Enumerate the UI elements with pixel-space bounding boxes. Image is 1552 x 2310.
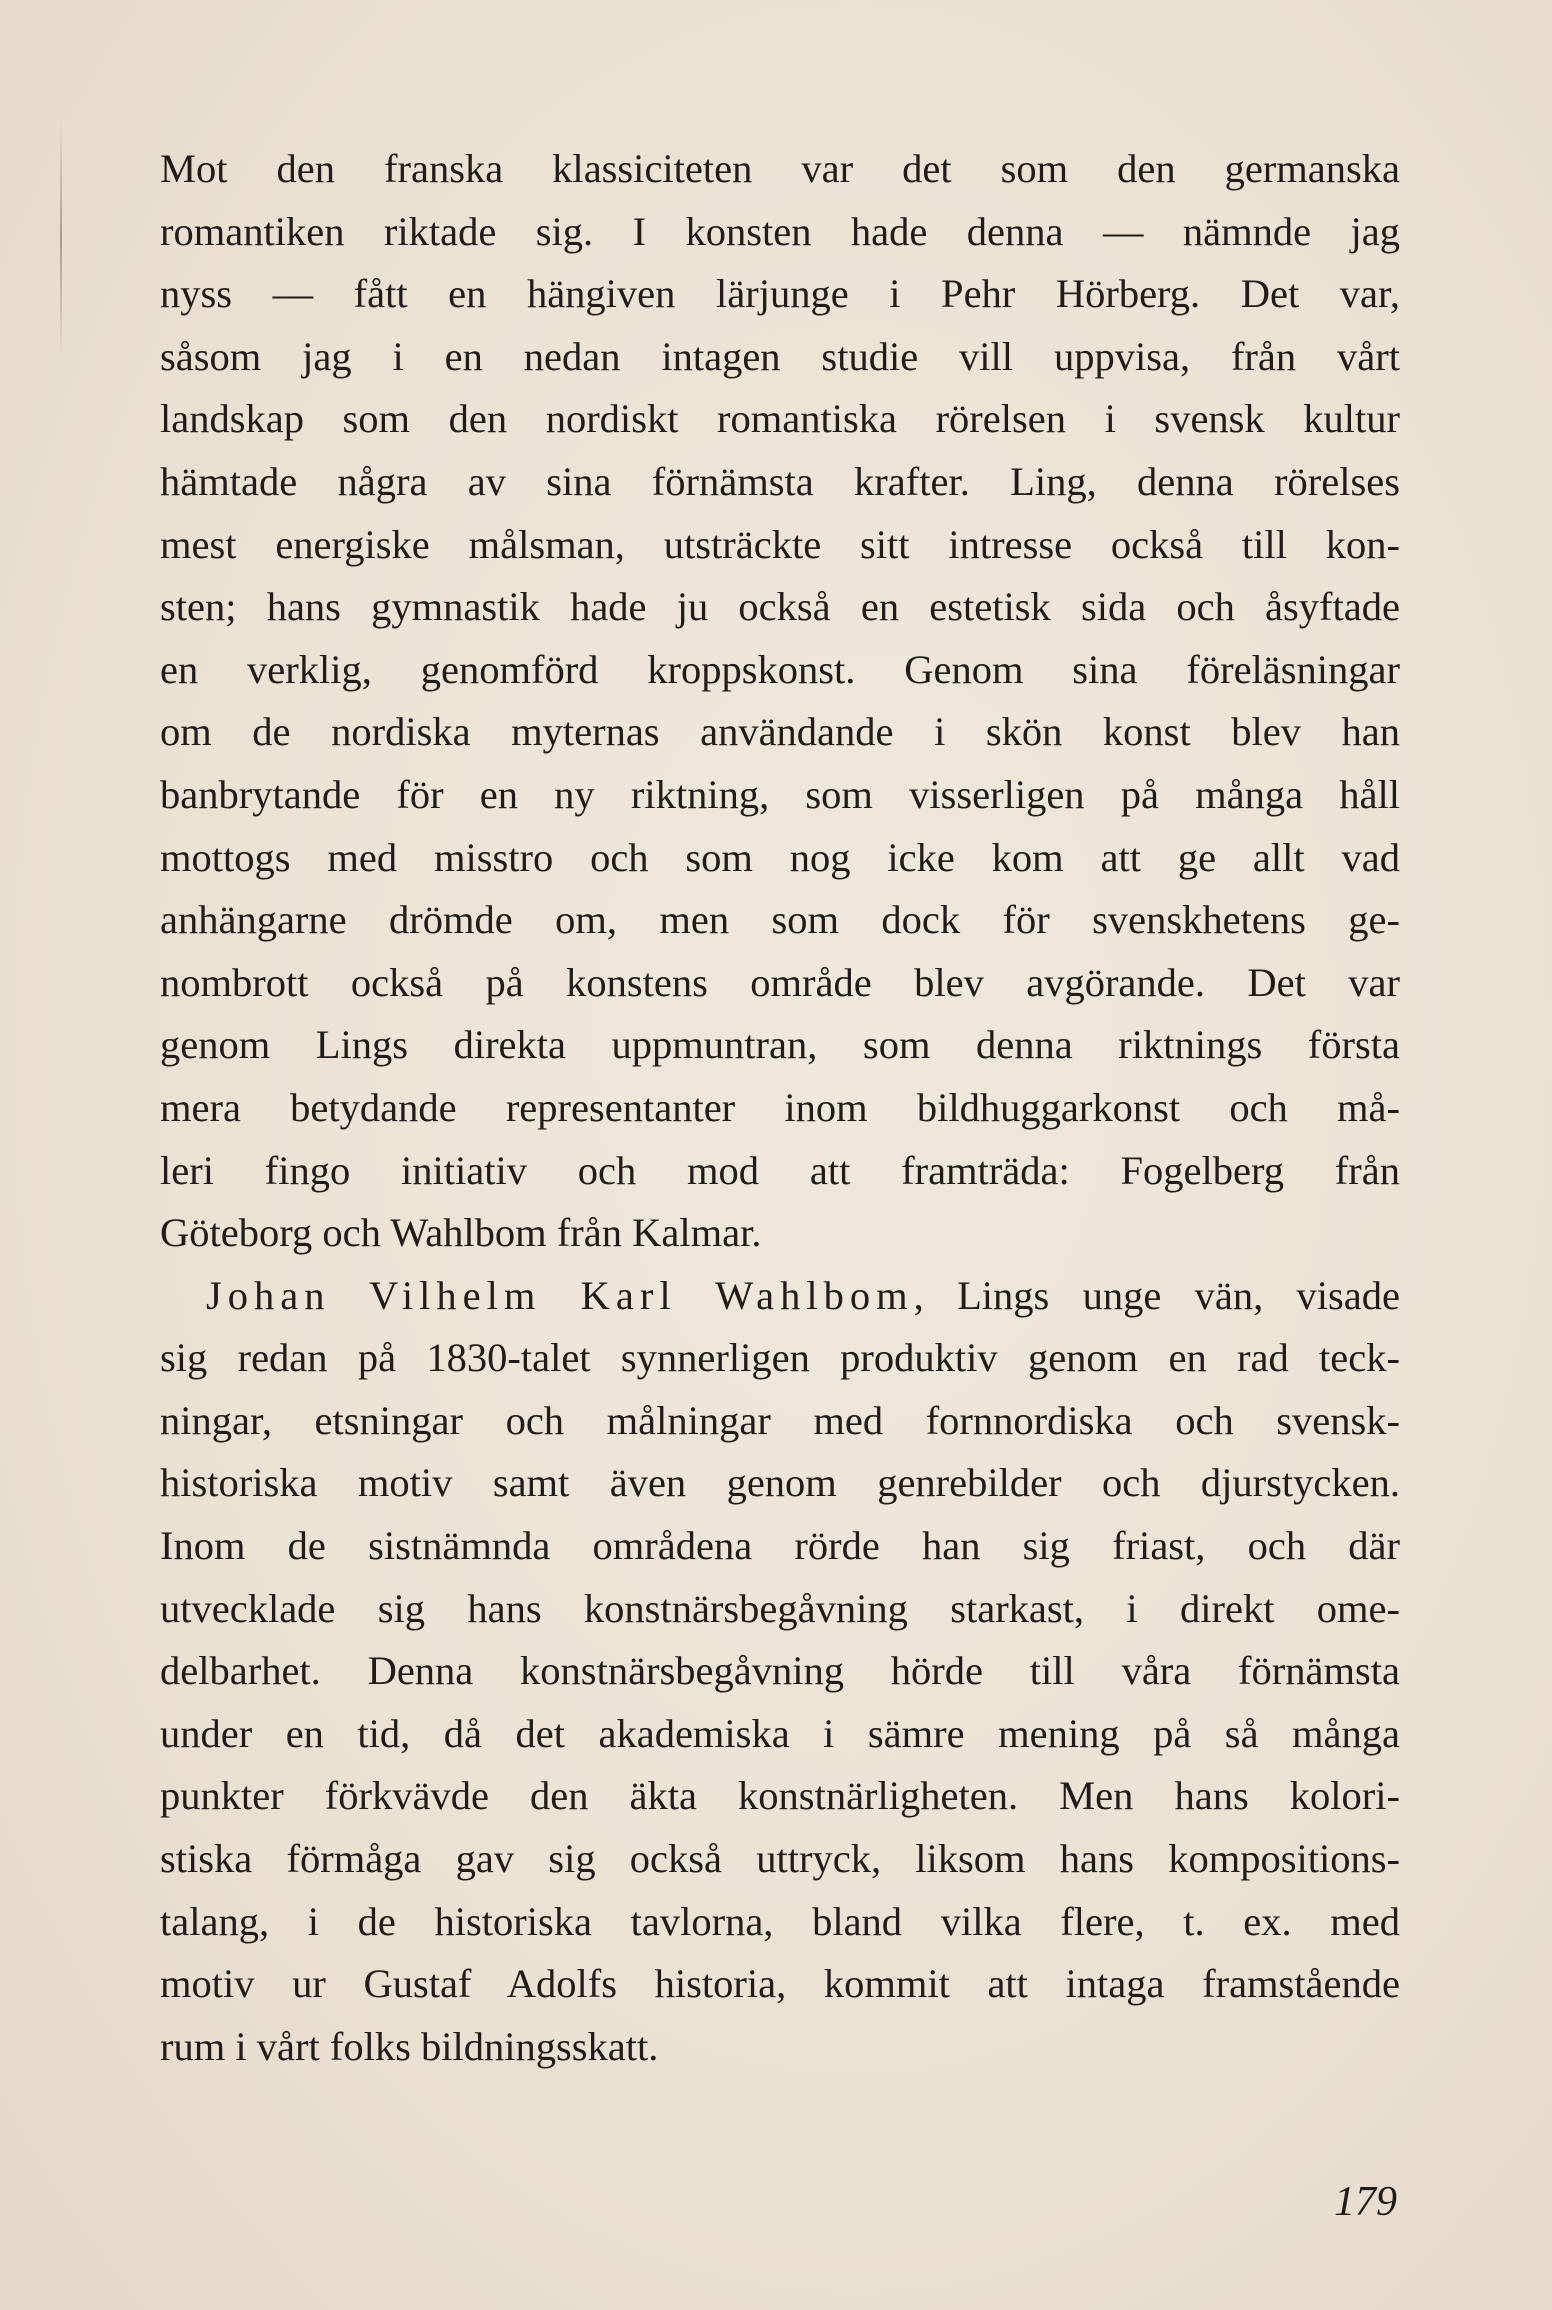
body-text <box>160 138 1400 2078</box>
text-line: om de nordiska myternas användande i skön konst blev han <box>160 709 1400 755</box>
paragraph-2 <box>160 1265 1400 2079</box>
text-line: mera betydande representanter inom bildhuggarkonst och må- <box>160 1084 1400 1130</box>
text-line: Mot den franska klassiciteten var det som den germanska <box>160 146 1400 191</box>
page-number: 179 <box>1334 2179 1397 2225</box>
text-line: under en tid, då det akademiska i sämre mening på så många <box>160 1710 1400 1756</box>
text-line: talang, i de historiska tavlorna, bland vilka flere, t. ex. med <box>160 1898 1400 1944</box>
text-line: såsom jag i en nedan intagen studie vill uppvisa, från vårt <box>160 333 1400 379</box>
text-line: sig redan på 1830-talet synnerligen produktiv genom en rad teck- <box>160 1335 1400 1381</box>
text-line: nombrott också på konstens område blev avgörande. Det var <box>160 959 1400 1005</box>
text-fragment: , Lings unge vän, visade <box>913 1272 1400 1318</box>
text-line: motiv ur Gustaf Adolfs historia, kommit att intaga framstående <box>160 1961 1400 2007</box>
text-line: punkter förkvävde den äkta konstnärligheten. Men hans kolori- <box>160 1773 1400 1819</box>
text-line: banbrytande för en ny riktning, som visserligen på många håll <box>160 771 1400 817</box>
text-line: nyss — fått en hängiven lärjunge i Pehr Hörberg. Det var, <box>160 271 1400 317</box>
text-line: landskap som den nordiskt romantiska rörelsen i svensk kultur <box>160 396 1400 442</box>
text-line: romantiken riktade sig. I konsten hade denna — nämnde jag <box>160 208 1400 254</box>
text-line: en verklig, genomförd kroppskonst. Genom sina föreläsningar <box>160 646 1400 692</box>
text-line: mest energiske målsman, utsträckte sitt intresse också till kon- <box>160 521 1400 567</box>
text-line: historiska motiv samt även genom genrebilder och djurstycken. <box>160 1460 1400 1506</box>
text-line: Göteborg och Wahlbom från Kalmar. <box>160 1210 762 1256</box>
gutter-edge <box>60 120 62 360</box>
text-line: ningar, etsningar och målningar med fornnordiska och svensk- <box>160 1397 1400 1443</box>
text-line: leri fingo initiativ och mod att framträda: Fogelberg från <box>160 1147 1400 1193</box>
text-line: sten; hans gymnastik hade ju också en estetisk sida och åsyftade <box>160 584 1400 630</box>
spaced-name: Johan Vilhelm Karl Wahlbom <box>206 1272 914 1318</box>
text-line: mottogs med misstro och som nog icke kom att ge allt vad <box>160 834 1400 880</box>
text-line: anhängarne drömde om, men som dock för svenskhetens ge- <box>160 897 1400 943</box>
text-line: hämtade några av sina förnämsta krafter. Ling, denna rörelses <box>160 458 1400 504</box>
text-line: utvecklade sig hans konstnärsbegåvning starkast, i direkt ome- <box>160 1585 1400 1631</box>
text-line: genom Lings direkta uppmuntran, som denna riktnings första <box>160 1022 1400 1068</box>
text-line: rum i vårt folks bildningsskatt. <box>160 2023 659 2069</box>
text-line: delbarhet. Denna konstnärsbegåvning hörde till våra förnämsta <box>160 1648 1400 1694</box>
text-line: Inom de sistnämnda områdena rörde han sig friast, och där <box>160 1523 1400 1569</box>
text-line: stiska förmåga gav sig också uttryck, liksom hans kompositions- <box>160 1836 1400 1882</box>
paragraph-1 <box>160 138 1400 1265</box>
text-line <box>160 1265 1400 1328</box>
